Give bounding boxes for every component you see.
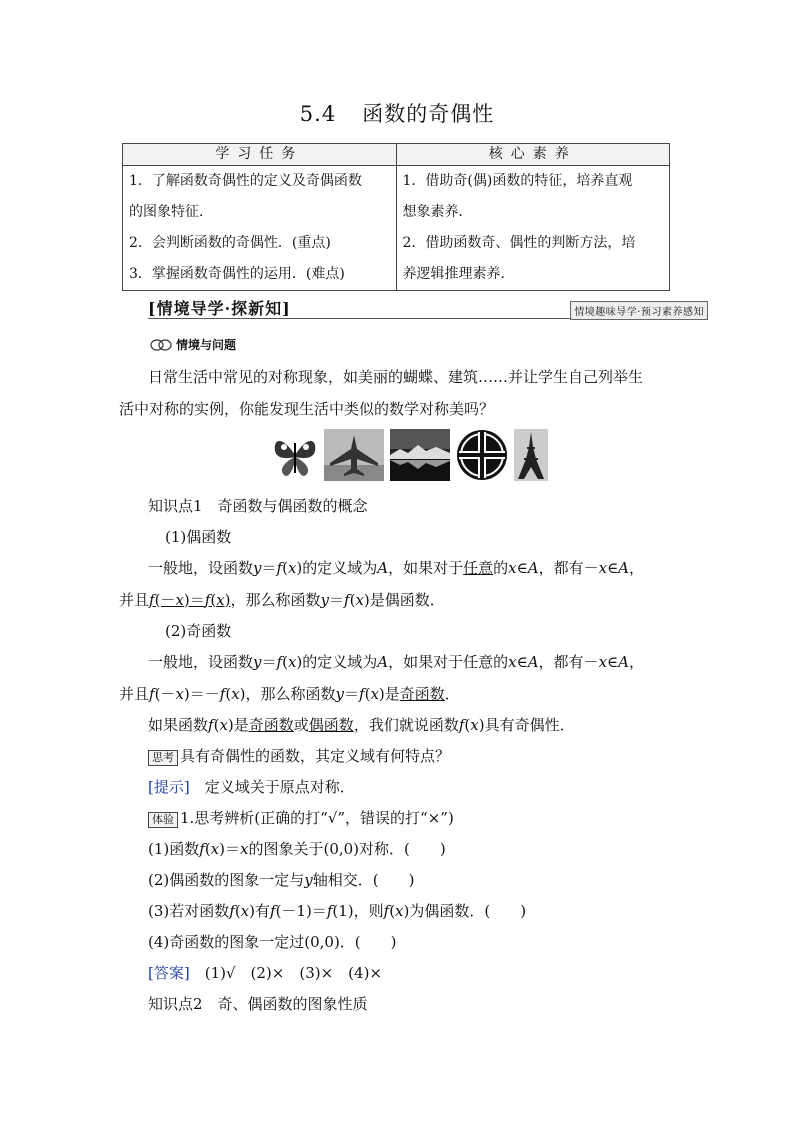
intro-line: 活中对称的实例，你能发现生活中类似的数学对称美吗？ <box>119 400 495 418</box>
literacy-line: 养逻辑推理素养． <box>402 266 515 282</box>
context-label <box>150 336 236 353</box>
answer-text: (1)√ (2)× (3)× (4)× <box>204 964 382 982</box>
table-header-tasks: 学习任务 <box>123 144 397 166</box>
page-title <box>0 98 794 128</box>
section-number: 5.4 <box>299 102 337 126</box>
odd-def-line1: 一般地，设函数y＝f(x)的定义域为A，如果对于任意的x∈A，都有－x∈A， <box>148 653 644 671</box>
exp-item-2: (2)偶函数的图象一定与y轴相交．( ) <box>148 871 415 889</box>
answer-row <box>148 962 382 983</box>
exp-title: 1.思考辨析(正确的打“√”，错误的打“×”) <box>180 809 454 827</box>
exp-item-3: (3)若对函数f(x)有f(－1)＝f(1)，则f(x)为偶函数．( ) <box>148 902 527 920</box>
even-def-line2: 并且f(－x)＝f(x)，那么称函数y＝f(x)是偶函数． <box>119 591 445 609</box>
hint-text: 定义域关于原点对称． <box>204 778 355 796</box>
context-label-text: 情境与问题 <box>176 338 237 352</box>
kp2-title: 知识点2 奇、偶函数的图象性质 <box>148 995 368 1013</box>
think-row <box>148 745 450 766</box>
literacy-line: 1．借助奇(偶)函数的特征，培养直观 <box>402 173 633 189</box>
even-def-line1: 一般地，设函数y＝f(x)的定义域为A，如果对于任意的x∈A，都有－x∈A， <box>148 559 645 577</box>
task-line: 2．会判断函数的奇偶性．(重点) <box>129 235 331 251</box>
literacy-line: 2．借助函数奇、偶性的判断方法，培 <box>402 235 636 251</box>
intro-line: 日常生活中常见的对称现象，如美丽的蝴蝶、建筑……并让学生自己列举生 <box>148 368 644 386</box>
task-line: 1．了解函数奇偶性的定义及奇偶函数 <box>129 173 362 189</box>
odd-def-line2: 并且f(－x)＝－f(x)，那么称函数y＝f(x)是奇函数． <box>119 685 460 703</box>
section-header <box>148 296 708 319</box>
table-cell-literacy <box>396 166 670 291</box>
literacy-line: 想象素养． <box>402 204 473 220</box>
hint-row <box>148 776 355 797</box>
learning-table <box>122 143 670 291</box>
jet-image <box>324 429 384 481</box>
section-title: 函数的奇偶性 <box>362 102 495 126</box>
exp-row <box>148 807 454 828</box>
think-question: 具有奇偶性的函数，其定义域有何特点？ <box>180 747 451 765</box>
butterfly-image <box>272 429 318 481</box>
table-cell-tasks <box>123 166 397 291</box>
parity-def: 如果函数f(x)是奇函数或偶函数，我们就说函数f(x)具有奇偶性． <box>148 716 575 734</box>
even-function-title: (1)偶函数 <box>165 528 232 546</box>
think-badge: 思考 <box>148 750 178 766</box>
window-image <box>456 429 508 481</box>
section-header-title: [情境导学·探新知] <box>148 299 291 318</box>
task-line: 的图象特征． <box>129 204 213 220</box>
task-line: 3．掌握函数奇偶性的运用．(难点) <box>129 266 345 282</box>
odd-function-title: (2)奇函数 <box>165 622 232 640</box>
table-header-literacy: 核心素养 <box>396 144 670 166</box>
section-header-tag: 情境趣味导学·预习素养感知 <box>570 301 708 320</box>
hint-label: [提示] <box>148 778 190 796</box>
context-icon <box>150 339 172 351</box>
exp-item-1: (1)函数f(x)＝x的图象关于(0,0)对称．( ) <box>148 840 446 858</box>
landscape-image <box>390 429 450 481</box>
answer-label: [答案] <box>148 964 190 982</box>
exp-item-4: (4)奇函数的图象一定过(0,0)．( ) <box>148 933 397 951</box>
eiffel-tower-image <box>514 429 548 481</box>
kp1-title: 知识点1 奇函数与偶函数的概念 <box>148 497 368 515</box>
exp-badge: 体验 <box>148 812 178 828</box>
